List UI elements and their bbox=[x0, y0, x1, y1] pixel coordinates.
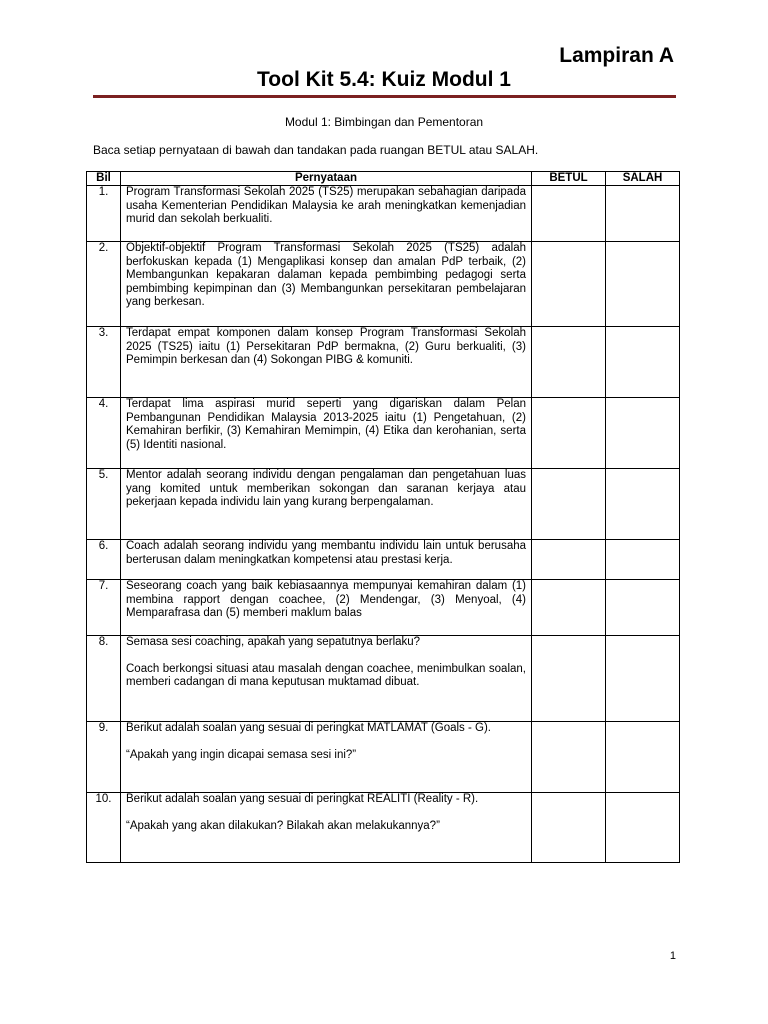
instruction-text: Baca setiap pernyataan di bawah dan tandakan pada ruangan BETUL atau SALAH. bbox=[93, 143, 539, 157]
statement-text: Berikut adalah soalan yang sesuai di peringkat MATLAMAT (Goals - G). bbox=[126, 722, 491, 734]
betul-answer-cell[interactable] bbox=[532, 242, 606, 327]
statement bbox=[121, 398, 532, 469]
table-row bbox=[87, 186, 680, 242]
table-row bbox=[87, 580, 680, 636]
betul-answer-cell[interactable] bbox=[532, 186, 606, 242]
statement-text: Coach adalah seorang individu yang membantu individu lain untuk berusaha berterusan dalam meningkatkan kompetensi atau prestasi kerja. bbox=[126, 540, 526, 566]
statement-text: Terdapat lima aspirasi murid seperti yang digariskan dalam Pelan Pembangunan Pendidikan Malaysia 2013-2025 iaitu (1) Pengetahuan, (2) Kemahiran berfikir, (3) Kemahiran Memimpin, (4) Etika dan kerohanian, serta (5) Identiti nasional. bbox=[126, 398, 526, 451]
betul-answer-cell[interactable] bbox=[532, 469, 606, 540]
statement-text: Objektif-objektif Program Transformasi Sekolah 2025 (TS25) adalah berfokuskan kepada (1) Mengaplikasi konsep dan amalan PdP terbaik, (2) Membangunkan kepakaran dalaman kepada pembimbing pedagogi serta pembimbing kepimpinan dan (3) Membangunkan persekitaran pembelajaran yang berkesan. bbox=[126, 242, 526, 308]
row-number: 8. bbox=[87, 636, 121, 722]
table-row bbox=[87, 469, 680, 540]
title-divider bbox=[93, 95, 676, 98]
table-row bbox=[87, 722, 680, 793]
betul-answer-cell[interactable] bbox=[532, 793, 606, 863]
row-number: 5. bbox=[87, 469, 121, 540]
statement bbox=[121, 469, 532, 540]
betul-answer-cell[interactable] bbox=[532, 327, 606, 398]
row-number: 2. bbox=[87, 242, 121, 327]
statement bbox=[121, 186, 532, 242]
table-row bbox=[87, 398, 680, 469]
statement-text: Semasa sesi coaching, apakah yang sepatutnya berlaku? bbox=[126, 636, 421, 648]
statement-text: Program Transformasi Sekolah 2025 (TS25) merupakan sebahagian daripada usaha Kementerian Pendidikan Malaysia ke arah meningkatkan kemenjadian murid dan sekolah berkualiti. bbox=[126, 186, 526, 225]
page-number: 1 bbox=[669, 950, 676, 962]
statement-question: “Apakah yang ingin dicapai semasa sesi ini?” bbox=[126, 748, 357, 761]
statement bbox=[121, 636, 532, 722]
betul-answer-cell[interactable] bbox=[532, 722, 606, 793]
page-title: Tool Kit 5.4: Kuiz Modul 1 bbox=[257, 68, 511, 91]
salah-answer-cell[interactable] bbox=[606, 469, 680, 540]
salah-answer-cell[interactable] bbox=[606, 242, 680, 327]
statement-text: Mentor adalah seorang individu dengan pengalaman dan pengetahuan luas yang komited untuk memberikan sokongan dan saranan kerjaya atau pekerjaan kepada individu lain yang kurang berpengalaman. bbox=[126, 469, 526, 508]
statement bbox=[121, 580, 532, 636]
row-number: 7. bbox=[87, 580, 121, 636]
betul-answer-cell[interactable] bbox=[532, 398, 606, 469]
salah-answer-cell[interactable] bbox=[606, 327, 680, 398]
row-number: 9. bbox=[87, 722, 121, 793]
betul-answer-cell[interactable] bbox=[532, 636, 606, 722]
header-betul: BETUL bbox=[532, 172, 606, 186]
salah-answer-cell[interactable] bbox=[606, 636, 680, 722]
statement-text: Terdapat empat komponen dalam konsep Program Transformasi Sekolah 2025 (TS25) iaitu (1) Persekitaran PdP bermakna, (2) Guru berkualiti, (3) Pemimpin berkesan dan (4) Sokongan PIBG & komuniti. bbox=[126, 327, 526, 366]
row-number: 10. bbox=[87, 793, 121, 863]
statement bbox=[121, 242, 532, 327]
row-number: 3. bbox=[87, 327, 121, 398]
salah-answer-cell[interactable] bbox=[606, 540, 680, 580]
table-row bbox=[87, 793, 680, 863]
header-pernyataan: Pernyataan bbox=[121, 172, 532, 186]
salah-answer-cell[interactable] bbox=[606, 580, 680, 636]
statement bbox=[121, 793, 532, 863]
table-row bbox=[87, 242, 680, 327]
salah-answer-cell[interactable] bbox=[606, 186, 680, 242]
table-row bbox=[87, 636, 680, 722]
salah-answer-cell[interactable] bbox=[606, 793, 680, 863]
row-number: 6. bbox=[87, 540, 121, 580]
table-row bbox=[87, 327, 680, 398]
quiz-table bbox=[86, 171, 680, 863]
betul-answer-cell[interactable] bbox=[532, 540, 606, 580]
statement bbox=[121, 540, 532, 580]
statement-detail: Coach berkongsi situasi atau masalah dengan coachee, menimbulkan soalan, memberi cadangan di mana keputusan muktamad dibuat. bbox=[126, 662, 526, 688]
betul-answer-cell[interactable] bbox=[532, 580, 606, 636]
statement bbox=[121, 327, 532, 398]
statement-text: Berikut adalah soalan yang sesuai di peringkat REALITI (Reality - R). bbox=[126, 793, 479, 805]
header-bil: Bil bbox=[87, 172, 121, 186]
table-header-row bbox=[87, 172, 680, 186]
row-number: 4. bbox=[87, 398, 121, 469]
module-subtitle: Modul 1: Bimbingan dan Pementoran bbox=[284, 115, 484, 129]
statement-text: Seseorang coach yang baik kebiasaannya mempunyai kemahiran dalam (1) membina rapport dengan coachee, (2) Mendengar, (3) Menyoal, (4) Memparafrasa dan (5) memberi maklum balas bbox=[126, 580, 526, 619]
row-number: 1. bbox=[87, 186, 121, 242]
salah-answer-cell[interactable] bbox=[606, 398, 680, 469]
salah-answer-cell[interactable] bbox=[606, 722, 680, 793]
header-salah: SALAH bbox=[606, 172, 680, 186]
statement-question: “Apakah yang akan dilakukan? Bilakah akan melakukannya?” bbox=[126, 819, 440, 832]
statement bbox=[121, 722, 532, 793]
appendix-label: Lampiran A bbox=[559, 44, 674, 67]
table-row bbox=[87, 540, 680, 580]
